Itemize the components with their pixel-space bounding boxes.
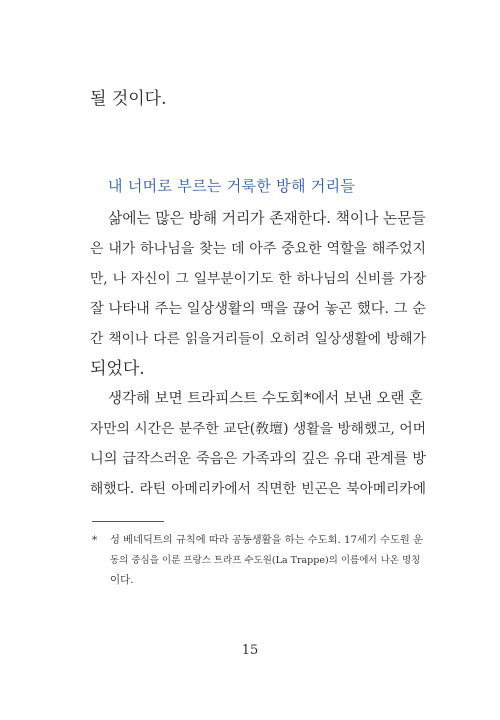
paragraph-1-line-3: 만, 나 자신이 그 일부분이기도 한 하나님의 신비를 가장 <box>90 271 426 287</box>
paragraph-1-line-2: 은 내가 하나님을 찾는 데 아주 중요한 역할을 해주었지 <box>90 241 426 257</box>
paragraph-1-line-6: 되었다. <box>90 359 145 379</box>
footnote-line-3: 이다. <box>110 574 134 586</box>
paragraph-1-line-4: 잘 나타내 주는 일상생활의 맥을 끊어 놓곤 했다. 그 순 <box>90 301 426 317</box>
paragraph-2-line-1: 생각해 보면 트라피스트 수도회*에서 보낸 오랜 혼 <box>108 391 424 407</box>
paragraph-2-line-3: 니의 급작스러운 죽음은 가족과의 깊은 유대 관계를 방 <box>90 451 426 467</box>
paragraph-2-line-2: 자만의 시간은 분주한 교단(敎壇) 생활을 방해했고, 어머 <box>90 421 426 437</box>
footnote-divider <box>92 521 164 522</box>
section-heading: 내 너머로 부르는 거룩한 방해 거리들 <box>108 177 356 195</box>
paragraph-1-line-5: 간 책이나 다른 읽을거리들이 오히려 일상생활에 방해가 <box>90 331 426 347</box>
continued-text-line: 될 것이다. <box>90 89 167 109</box>
footnote-marker: * <box>92 534 98 546</box>
footnote-line-1: 성 베네딕트의 규칙에 따라 공동생활을 하는 수도회. 17세기 수도원 운 <box>110 534 423 546</box>
paragraph-2-line-4: 해했다. 라틴 아메리카에서 직면한 빈곤은 북아메리카에 <box>90 481 426 497</box>
page-number: 15 <box>241 643 259 658</box>
paragraph-1-line-1: 삶에는 많은 방해 거리가 존재한다. 책이나 논문들 <box>108 210 426 227</box>
footnote-line-2: 동의 중심을 이룬 프랑스 트라프 수도원(La Trappe)의 이름에서 나온 명칭 <box>110 555 421 566</box>
